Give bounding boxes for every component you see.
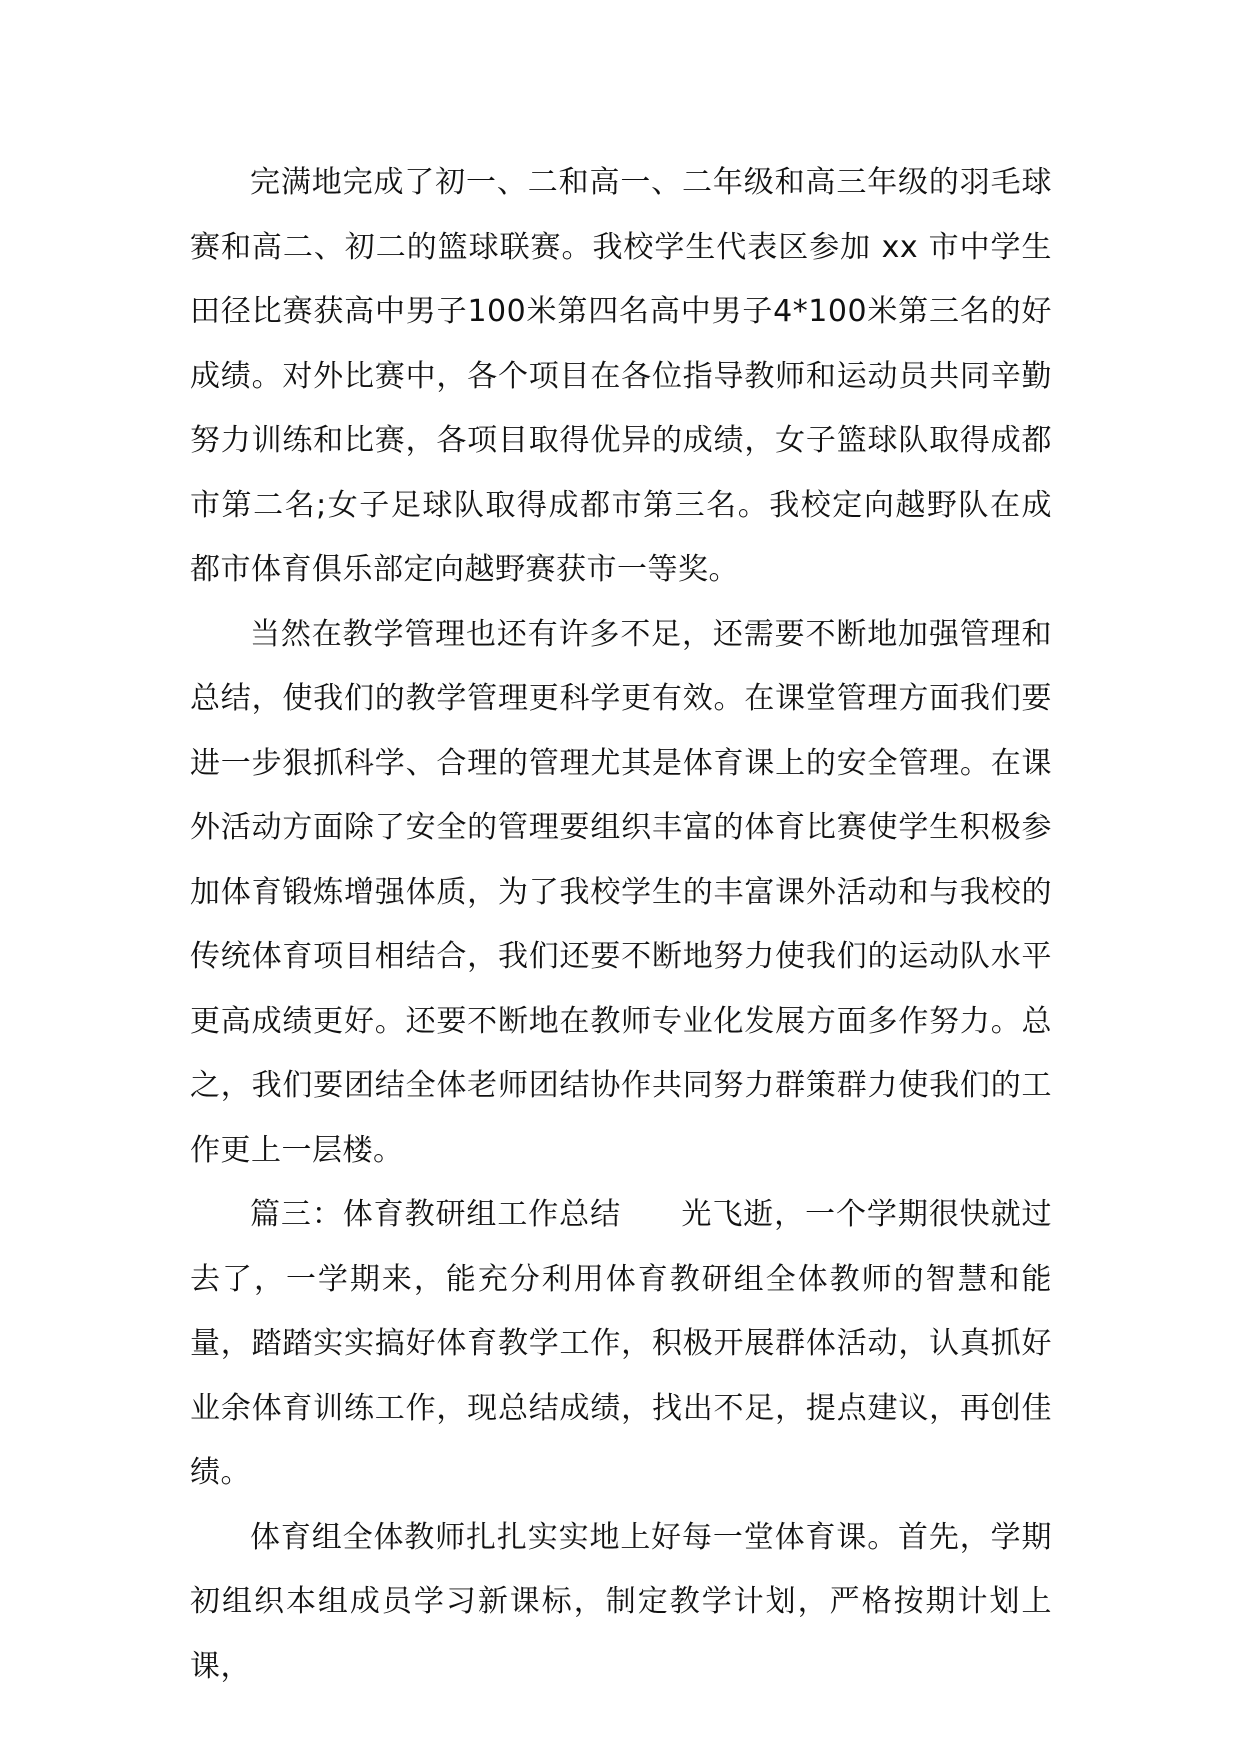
section-heading: 篇三：体育教研组工作总结 <box>250 1197 621 1232</box>
paragraph-section-three <box>190 1183 1052 1506</box>
document-body <box>190 151 1052 1699</box>
paragraph-teaching-work: 体育组全体教师扎扎实实地上好每一堂体育课。首先，学期初组织本组成员学习新课标，制定教学计划，严格按期计划上课， <box>190 1519 1052 1684</box>
paragraph-competition-results: 完满地完成了初一、二和高一、二年级和高三年级的羽毛球赛和高二、初二的篮球联赛。我校学生代表区参加 xx 市中学生田径比赛获高中男子100米第四名高中男子4*100米第三名的好成绩。对外比赛中，各个项目在各位指导教师和运动员共同辛勤努力训练和比赛，各项目取得优异的成绩，女子篮球队取得成都市第二名;女子足球队取得成都市第三名。我校定向越野队在成都市体育俱乐部定向越野赛获市一等奖。 <box>190 165 1052 587</box>
paragraph-management-shortcomings: 当然在教学管理也还有许多不足，还需要不断地加强管理和总结，使我们的教学管理更科学更有效。在课堂管理方面我们要进一步狠抓科学、合理的管理尤其是体育课上的安全管理。在课外活动方面除了安全的管理要组织丰富的体育比赛使学生积极参加体育锻炼增强体质，为了我校学生的丰富课外活动和与我校的传统体育项目相结合，我们还要不断地努力使我们的运动队水平更高成绩更好。还要不断地在教师专业化发展方面多作努力。总之，我们要团结全体老师团结协作共同努力群策群力使我们的工作更上一层楼。 <box>190 616 1052 1168</box>
section-intro-text: 光飞逝，一个学期很快就过去了，一学期来，能充分利用体育教研组全体教师的智慧和能量，踏踏实实搞好体育教学工作，积极开展群体活动，认真抓好业余体育训练工作，现总结成绩，找出不足，提点建议，再创佳绩。 <box>190 1197 1052 1490</box>
